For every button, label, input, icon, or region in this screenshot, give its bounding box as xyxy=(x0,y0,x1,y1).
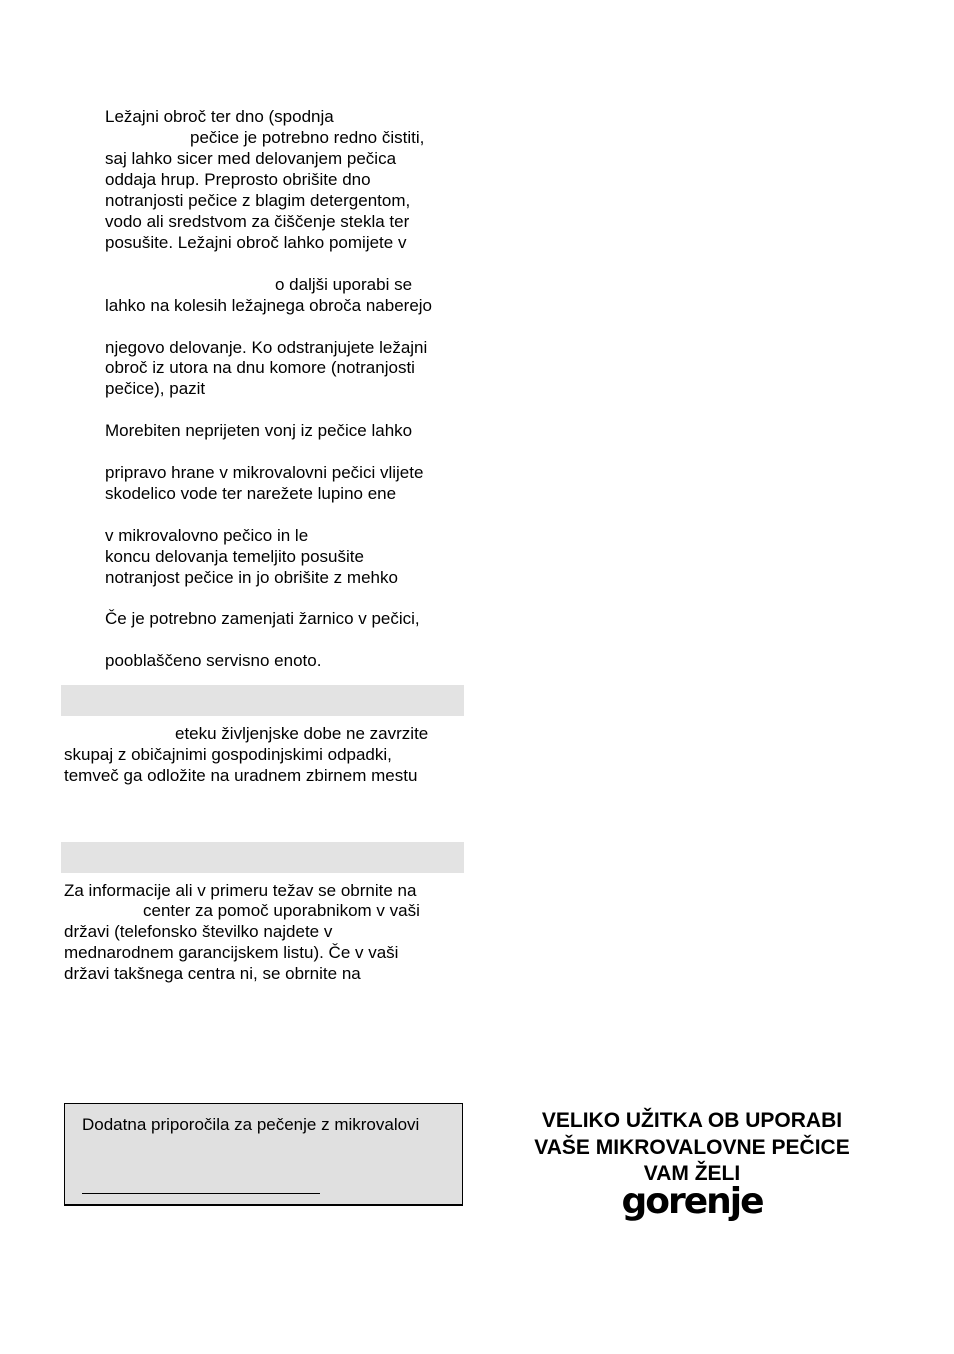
text-line: mednarodnem garancijskem listu). Če v vaši xyxy=(64,943,399,962)
text-line: Če je potrebno zamenjati žarnico v pečici, xyxy=(105,609,420,628)
text-line: pečice), pazit xyxy=(105,379,206,398)
recommendations-note-box xyxy=(64,1103,463,1205)
text-line: vodo ali sredstvom za čiščenje stekla ter xyxy=(105,212,410,231)
gorenje-logo: gorenje xyxy=(621,1181,763,1222)
text-line: njegovo delovanje. Ko odstranjujete ležajni xyxy=(105,338,428,357)
text-line: notranjosti pečice z blagim detergentom, xyxy=(105,191,411,210)
closing-line: VELIKO UŽITKA OB UPORABI xyxy=(541,1109,843,1132)
text-line: eteku življenjske dobe ne zavrzite xyxy=(175,724,429,743)
text-line: državi (telefonsko številko najdete v xyxy=(64,922,333,941)
text-line: obroč iz utora na dnu komore (notranjosti xyxy=(105,358,415,377)
text-line: skupaj z običajnimi gospodinjskimi odpadki, xyxy=(64,745,392,764)
text-line: skodelico vode ter narežete lupino ene xyxy=(105,484,397,503)
text-line: v mikrovalovno pečico in le xyxy=(105,526,309,545)
text-line: Za informacije ali v primeru težav se obrnite na xyxy=(64,881,417,900)
text-line: center za pomoč uporabnikom v vaši xyxy=(143,901,420,920)
closing-line: VAŠE MIKROVALOVNE PEČICE xyxy=(534,1135,850,1159)
text-line: temveč ga odložite na uradnem zbirnem mestu xyxy=(64,766,418,785)
section-header-band-disposal xyxy=(61,685,464,716)
text-line: o daljši uporabi se xyxy=(275,275,413,294)
text-line: oddaja hrup. Preprosto obrišite dno xyxy=(105,170,371,189)
note-box-text: Dodatna priporočila za pečenje z mikrovalovi xyxy=(82,1115,420,1134)
signature-rule xyxy=(82,1193,320,1194)
closing-message xyxy=(500,1108,884,1188)
text-line: lahko na kolesih ležajnega obroča naberejo xyxy=(105,296,433,315)
text-line: posušite. Ležajni obroč lahko pomijete v xyxy=(105,233,407,252)
section-header-band-support xyxy=(61,842,464,873)
text-line: državi takšnega centra ni, se obrnite na xyxy=(64,964,361,983)
text-line: koncu delovanja temeljito posušite xyxy=(105,547,364,566)
text-line: notranjost pečice in jo obrišite z mehko xyxy=(105,568,398,587)
text-line: Morebiten neprijeten vonj iz pečice lahko xyxy=(105,421,413,440)
text-line: saj lahko sicer med delovanjem pečica xyxy=(105,149,397,168)
text-line: pripravo hrane v mikrovalovni pečici vlijete xyxy=(105,463,424,482)
text-line: pečice je potrebno redno čistiti, xyxy=(190,128,425,147)
text-line: Ležajni obroč ter dno (spodnja xyxy=(105,107,334,126)
text-line: pooblaščeno servisno enoto. xyxy=(105,651,322,670)
closing-line: VAM ŽELI xyxy=(643,1162,741,1185)
